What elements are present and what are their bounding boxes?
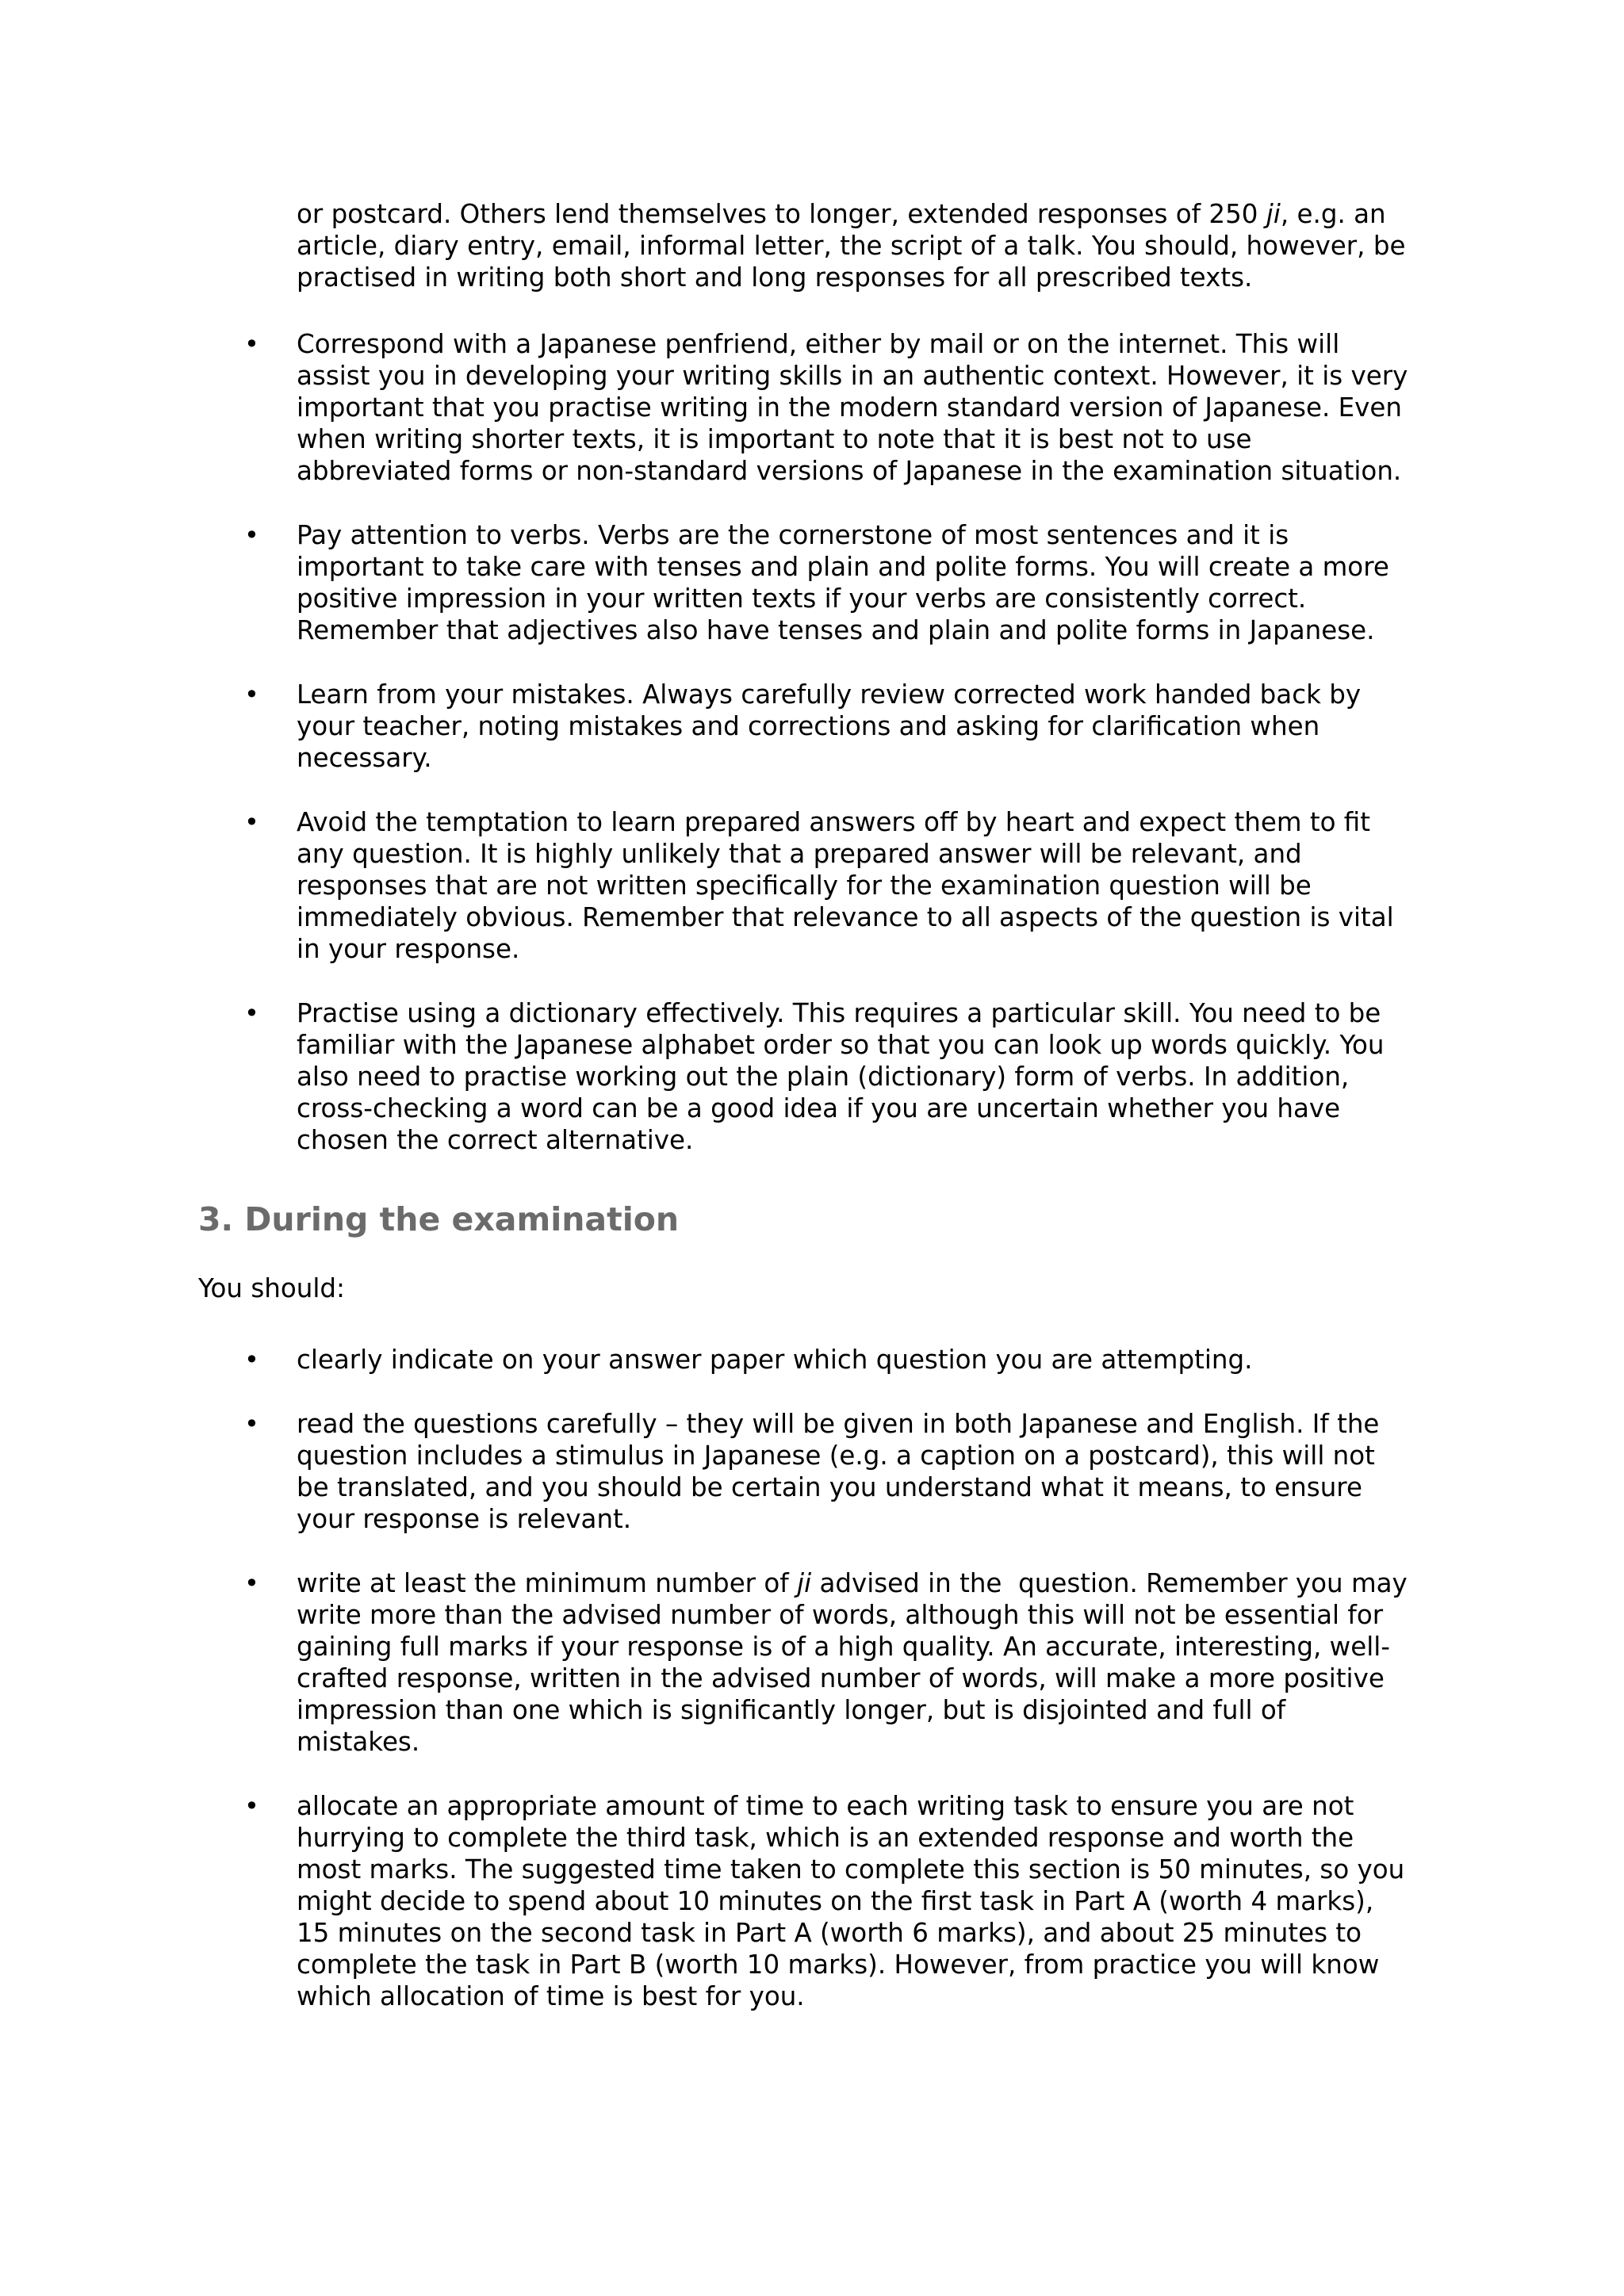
paragraph-line: most marks. The suggested time taken to complete this section is 50 minutes, so you <box>297 1854 1405 1885</box>
paragraph-line: hurrying to complete the third task, which is an extended response and worth the <box>297 1823 1354 1853</box>
section-intro: You should: <box>198 1273 345 1303</box>
list-item-prepared-answers <box>297 806 1438 965</box>
bullet-icon: • <box>244 1791 259 1821</box>
paragraph-line: chosen the correct alternative. <box>297 1125 694 1155</box>
paragraph-line: cross-checking a word can be a good idea if you are uncertain whether you have <box>297 1093 1341 1123</box>
paragraph-line: positive impression in your written texts if your verbs are consistently correct. <box>297 584 1307 614</box>
paragraph-line: be translated, and you should be certain you understand what it means, to ensure <box>297 1472 1362 1502</box>
list-item-indicate-question <box>297 1344 1438 1376</box>
paragraph-line: abbreviated forms or non-standard versions of Japanese in the examination situation. <box>297 456 1402 486</box>
bullet-icon: • <box>244 520 259 550</box>
list-item-penfriend <box>297 328 1438 487</box>
paragraph-line: necessary. <box>297 743 432 773</box>
bullet-icon: • <box>244 1345 259 1375</box>
paragraph-line: might decide to spend about 10 minutes on the first task in Part A (worth 4 marks), <box>297 1886 1374 1916</box>
paragraph-line: important that you practise writing in the modern standard version of Japanese. Even <box>297 392 1402 423</box>
list-item-minimum-ji <box>297 1567 1438 1758</box>
section-heading: 3. During the examination <box>198 1200 680 1238</box>
paragraph-line: Correspond with a Japanese penfriend, either by mail or on the internet. This will <box>297 329 1340 359</box>
paragraph-line: 15 minutes on the second task in Part A (worth 6 marks), and about 25 minutes to <box>297 1918 1362 1948</box>
paragraph-line: assist you in developing your writing skills in an authentic context. However, it is very <box>297 361 1408 391</box>
list-item-mistakes <box>297 679 1438 774</box>
paragraph-line: write at least the minimum number of ji advised in the question. Remember you may <box>297 1568 1408 1598</box>
paragraph-line: impression than one which is significantly longer, but is disjointed and full of <box>297 1695 1286 1725</box>
bullet-icon: • <box>244 807 259 837</box>
bullet-icon: • <box>244 998 259 1028</box>
paragraph-line: complete the task in Part B (worth 10 marks). However, from practice you will know <box>297 1950 1380 1980</box>
paragraph-line: in your response. <box>297 934 520 964</box>
list-item-verbs <box>297 519 1438 646</box>
paragraph-line: read the questions carefully – they will be given in both Japanese and English. If the <box>297 1409 1380 1439</box>
paragraph-line: clearly indicate on your answer paper which question you are attempting. <box>297 1345 1253 1375</box>
paragraph-line: your teacher, noting mistakes and corrections and asking for clarification when <box>297 711 1320 741</box>
paragraph-line: question includes a stimulus in Japanese (e.g. a caption on a postcard), this will not <box>297 1441 1375 1471</box>
list-item-allocate-time <box>297 1790 1438 2012</box>
paragraph-line: Avoid the temptation to learn prepared answers off by heart and expect them to fit <box>297 807 1371 837</box>
paragraph-line: any question. It is highly unlikely that a prepared answer will be relevant, and <box>297 839 1302 869</box>
paragraph-line: Remember that adjectives also have tenses and plain and polite forms in Japanese. <box>297 615 1375 645</box>
list-item-read-questions <box>297 1408 1438 1535</box>
paragraph-line: which allocation of time is best for you. <box>297 1981 805 2011</box>
paragraph-line: immediately obvious. Remember that relevance to all aspects of the question is vital <box>297 902 1394 932</box>
paragraph-line: article, diary entry, email, informal letter, the script of a talk. You should, however, be <box>297 231 1406 261</box>
paragraph-line: mistakes. <box>297 1727 420 1757</box>
paragraph-line: familiar with the Japanese alphabet order so that you can look up words quickly. You <box>297 1030 1385 1060</box>
paragraph-line: Pay attention to verbs. Verbs are the cornerstone of most sentences and it is <box>297 520 1289 550</box>
paragraph-line: or postcard. Others lend themselves to longer, extended responses of 250 ji, e.g. an <box>297 199 1386 229</box>
paragraph-line: gaining full marks if your response is of a high quality. An accurate, interesting, well- <box>297 1632 1391 1662</box>
bullet-icon: • <box>244 1568 259 1598</box>
paragraph-line: your response is relevant. <box>297 1504 632 1534</box>
paragraph-line: write more than the advised number of words, although this will not be essential for <box>297 1600 1384 1630</box>
paragraph-line: when writing shorter texts, it is important to note that it is best not to use <box>297 424 1252 454</box>
bullet-icon: • <box>244 679 259 710</box>
paragraph-line: also need to practise working out the plain (dictionary) form of verbs. In addition, <box>297 1062 1350 1092</box>
paragraph-line: allocate an appropriate amount of time to each writing task to ensure you are not <box>297 1791 1354 1821</box>
list-item-dictionary <box>297 997 1438 1156</box>
paragraph-line: responses that are not written specifically for the examination question will be <box>297 871 1312 901</box>
bullet-icon: • <box>244 1409 259 1439</box>
paragraph-line: Learn from your mistakes. Always carefully review corrected work handed back by <box>297 679 1362 710</box>
paragraph-line: crafted response, written in the advised number of words, will make a more positive <box>297 1663 1385 1693</box>
paragraph-line: Practise using a dictionary effectively. This requires a particular skill. You need to be <box>297 998 1381 1028</box>
bullet-icon: • <box>244 329 259 359</box>
paragraph-line: practised in writing both short and long responses for all prescribed texts. <box>297 262 1253 293</box>
continued-paragraph <box>297 198 1438 293</box>
paragraph-line: important to take care with tenses and plain and polite forms. You will create a more <box>297 552 1389 582</box>
